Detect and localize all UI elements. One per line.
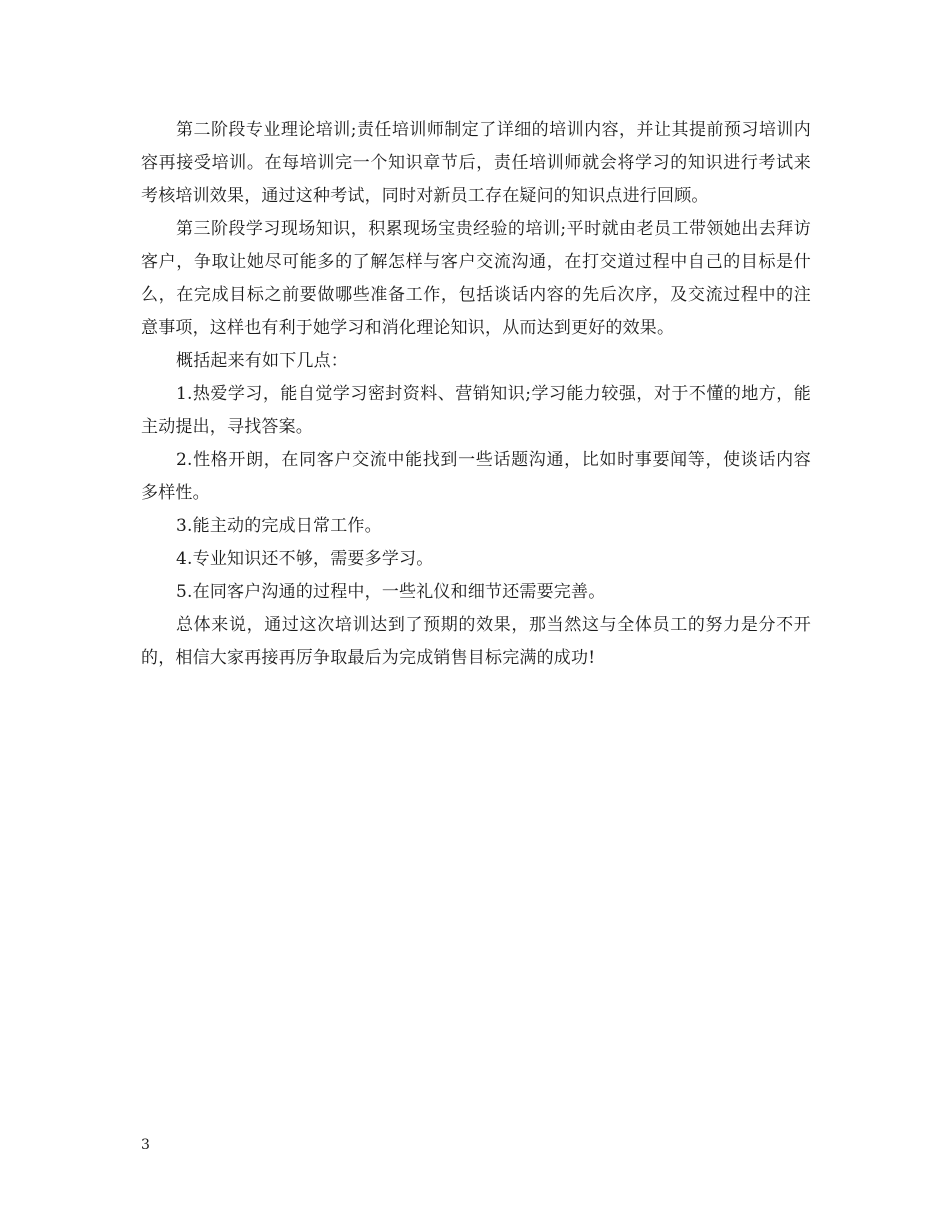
paragraph-stage-two: 第二阶段专业理论培训;责任培训师制定了详细的培训内容，并让其提前预习培训内容再接受培训。在每培训完一个知识章节后，责任培训师就会将学习的知识进行考试来考核培训效果，通过这种考试，同时对新员工存在疑问的知识点进行回顾。 — [141, 120, 811, 206]
paragraph-conclusion: 总体来说，通过这次培训达到了预期的效果，那当然这与全体员工的努力是分不开的，相信大家再接再厉争取最后为完成销售目标完满的成功! — [141, 615, 811, 668]
document-body — [141, 114, 811, 675]
list-item-5: 5.在同客户沟通的过程中，一些礼仪和细节还需要完善。 — [176, 582, 606, 602]
list-item-2: 2.性格开朗，在同客户交流中能找到一些话题沟通，比如时事要闻等，使谈话内容多样性。 — [141, 450, 811, 503]
list-item-4: 4.专业知识还不够，需要多学习。 — [176, 549, 434, 569]
list-item-3: 3.能主动的完成日常工作。 — [176, 516, 382, 536]
page-number: 3 — [141, 1137, 150, 1153]
list-item-1: 1.热爱学习，能自觉学习密封资料、营销知识;学习能力较强，对于不懂的地方，能主动提出，寻找答案。 — [141, 384, 811, 437]
paragraph-summary-intro: 概括起来有如下几点： — [176, 351, 348, 371]
paragraph-stage-three: 第三阶段学习现场知识，积累现场宝贵经验的培训;平时就由老员工带领她出去拜访客户，争取让她尽可能多的了解怎样与客户交流沟通，在打交道过程中自己的目标是什么，在完成目标之前要做哪些准备工作，包括谈话内容的先后次序，及交流过程中的注意事项，这样也有利于她学习和消化理论知识，从而达到更好的效果。 — [141, 219, 811, 338]
